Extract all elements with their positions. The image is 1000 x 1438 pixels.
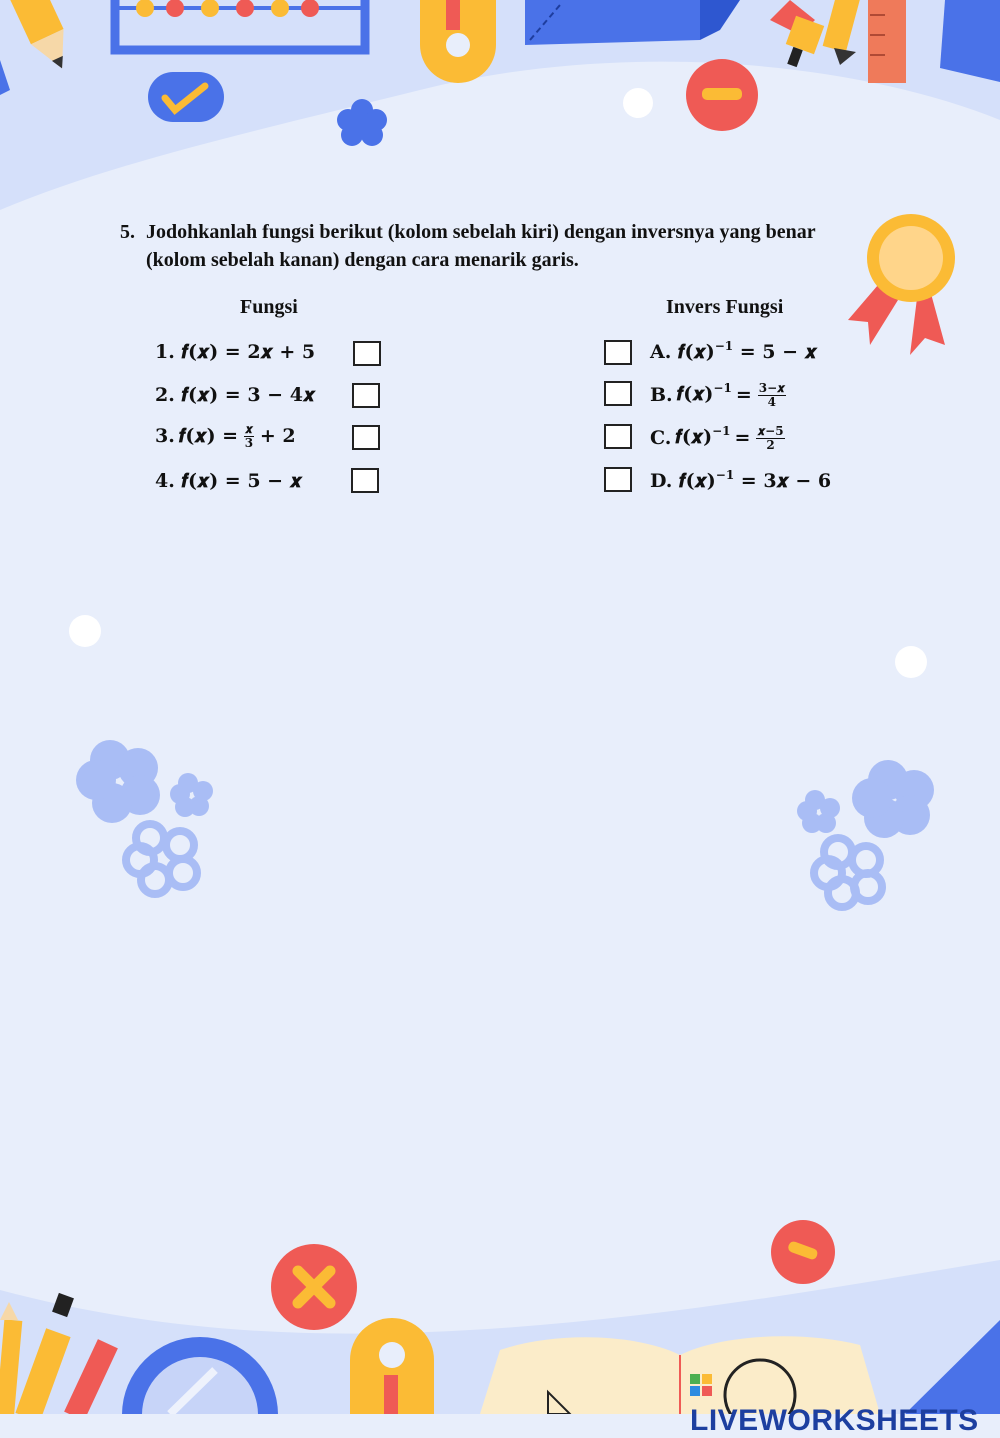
- inverse-item-a: [650, 337, 817, 367]
- inverse-lhs: 𝒇(𝒙): [679, 470, 716, 492]
- inverse-label: D.: [650, 470, 673, 492]
- function-label: 1.: [155, 341, 175, 363]
- inverse-exponent: −𝟏: [713, 381, 732, 395]
- equals-sign: =: [734, 427, 751, 449]
- function-expression: 𝒇(𝒙) = 𝟐𝒙 + 𝟓: [181, 341, 316, 363]
- function-item-4: [155, 466, 302, 496]
- inverse-rhs: = 𝟑𝒙 − 𝟔: [740, 470, 832, 492]
- inverse-rhs: = 𝟓 − 𝒙: [739, 341, 817, 363]
- function-item-3: [155, 421, 296, 451]
- inverse-label: C.: [650, 427, 672, 449]
- inverse-exponent: −𝟏: [715, 468, 735, 482]
- flower-cluster-right-icon: [797, 760, 934, 907]
- left-column-header: Fungsi: [240, 296, 298, 318]
- right-column-header: Invers Fungsi: [666, 296, 784, 318]
- function-label: 3.: [155, 425, 175, 447]
- inverse-lhs: 𝒇(𝒙): [677, 341, 715, 363]
- liveworksheets-logo: [690, 1370, 1000, 1438]
- function-expression: 𝒇(𝒙) = 𝟓 − 𝒙: [181, 470, 302, 492]
- function-label: 2.: [155, 384, 175, 406]
- flower-cluster-left-icon: [76, 740, 213, 894]
- fraction: [758, 382, 786, 409]
- minus-icon: [686, 59, 758, 131]
- inverse-label: A.: [650, 341, 672, 363]
- inverse-exponent: −𝟏: [712, 424, 731, 438]
- logo-text: LIVEWORKSHEETS: [690, 1404, 979, 1437]
- function-item-1: [155, 337, 315, 367]
- multiply-icon: [271, 1244, 357, 1330]
- minus-icon: [771, 1220, 835, 1284]
- checkmark-bubble-icon: [148, 72, 224, 122]
- function-expression-rhs: + 𝟐: [259, 425, 296, 447]
- function-expression: 𝒇(𝒙) = 𝟑 − 𝟒𝒙: [181, 384, 316, 406]
- function-expression-lhs: 𝒇(𝒙) =: [178, 425, 239, 447]
- inverse-exponent: −𝟏: [714, 339, 734, 353]
- ruler-triangle-shape: [940, 0, 1000, 82]
- question-number: 5.: [120, 221, 135, 243]
- fraction-numerator: 𝒙−𝟓: [757, 423, 784, 438]
- function-3-match-box[interactable]: [352, 425, 380, 450]
- fraction-numerator: 𝟑−𝒙: [758, 380, 785, 395]
- fraction-denominator: 𝟒: [767, 394, 776, 409]
- inverse-b-match-box[interactable]: [604, 381, 632, 406]
- inverse-d-match-box[interactable]: [604, 467, 632, 492]
- fraction-denominator: 𝟐: [766, 437, 775, 452]
- function-2-match-box[interactable]: [352, 383, 380, 408]
- inverse-item-b: [650, 379, 788, 409]
- protractor-icon: [420, 0, 496, 83]
- function-item-2: [155, 380, 315, 410]
- fraction: [756, 425, 784, 452]
- inverse-lhs: 𝒇(𝒙): [675, 426, 713, 448]
- dot-shape: [895, 646, 927, 678]
- function-4-match-box[interactable]: [351, 468, 379, 493]
- question-text: Jodohkanlah fungsi berikut (kolom sebelah kiri) dengan inversnya yang benar (kolom sebelah kanan) dengan cara menarik garis.: [146, 221, 816, 271]
- inverse-label: B.: [650, 384, 673, 406]
- inverse-lhs: 𝒇(𝒙): [676, 383, 714, 405]
- function-label: 4.: [155, 470, 175, 492]
- dot-shape: [623, 88, 653, 118]
- equals-sign: =: [735, 384, 752, 406]
- liveworksheets-mark-icon: [690, 1374, 712, 1396]
- protractor-icon: [350, 1318, 434, 1414]
- fraction-denominator: 𝟑: [244, 435, 254, 450]
- inverse-a-match-box[interactable]: [604, 340, 632, 365]
- function-1-match-box[interactable]: [353, 341, 381, 366]
- ruler-icon: [868, 0, 906, 83]
- inverse-item-d: [650, 466, 831, 496]
- fraction-numerator: 𝒙: [245, 421, 253, 436]
- inverse-c-match-box[interactable]: [604, 424, 632, 449]
- inverse-item-c: [650, 422, 787, 452]
- dot-shape: [69, 615, 101, 647]
- fraction: [244, 423, 254, 450]
